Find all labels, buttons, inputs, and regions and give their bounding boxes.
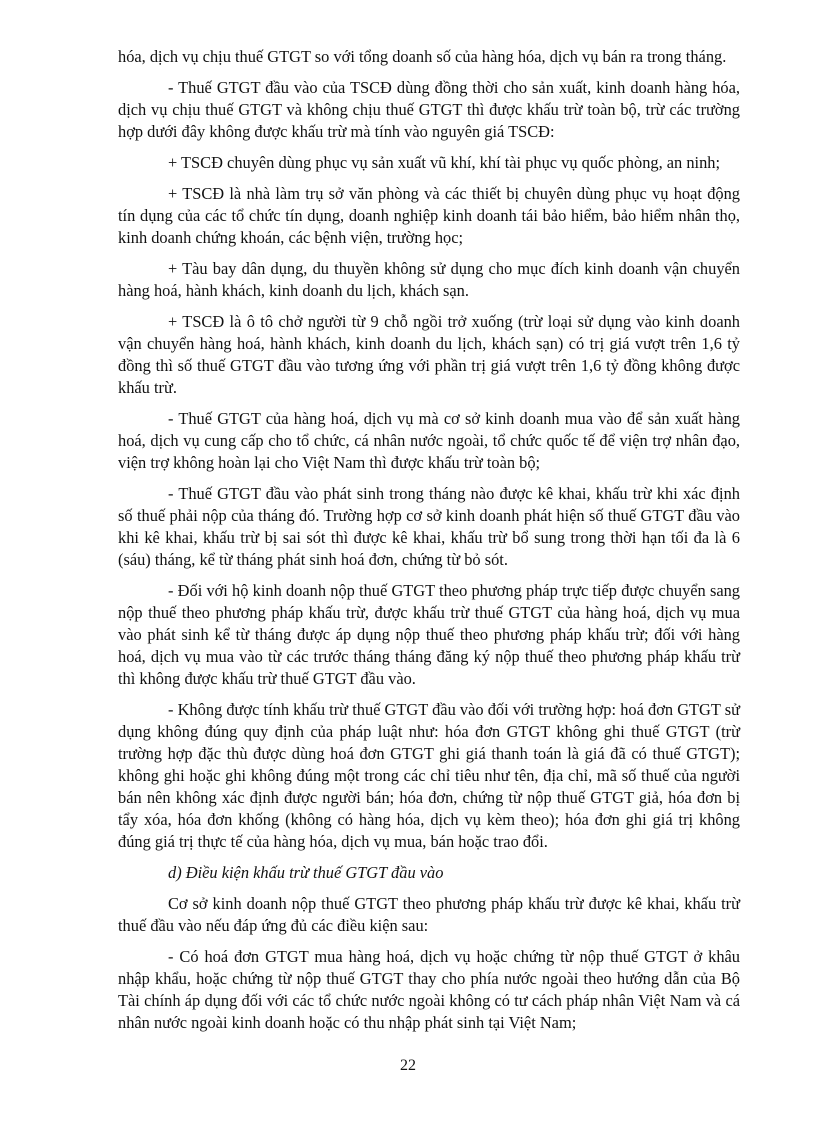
section-heading: d) Điều kiện khấu trừ thuế GTGT đầu vào — [168, 863, 444, 882]
page-number: 22 — [400, 1057, 416, 1074]
paragraph: Cơ sở kinh doanh nộp thuế GTGT theo phương pháp khấu trừ được kê khai, khấu trừ thuế đầu vào nếu đáp ứng đủ các điều kiện sau: — [118, 894, 740, 935]
paragraph: - Có hoá đơn GTGT mua hàng hoá, dịch vụ hoặc chứng từ nộp thuế GTGT ở khâu nhập khẩu, hoặc chứng từ nộp thuế GTGT thay cho phía nước ngoài theo hướng dẫn của Bộ Tài chính áp dụng đối với các tổ chức nước ngoài không có tư cách pháp nhân Việt Nam và cá nhân nước ngoài kinh doanh hoặc có thu nhập phát sinh tại Việt Nam; — [118, 947, 740, 1032]
paragraph: - Thuế GTGT đầu vào của TSCĐ dùng đồng thời cho sản xuất, kinh doanh hàng hóa, dịch vụ chịu thuế GTGT và không chịu thuế GTGT thì được khấu trừ toàn bộ, trừ các trường hợp dưới đây không được khấu trừ mà tính vào nguyên giá TSCĐ: — [118, 78, 740, 141]
paragraph: - Không được tính khấu trừ thuế GTGT đầu vào đối với trường hợp: hoá đơn GTGT sử dụng không đúng quy định của pháp luật như: hóa đơn GTGT không ghi thuế GTGT (trừ trường hợp đặc thù được dùng hoá đơn GTGT ghi giá thanh toán là giá đã có thuế GTGT); không ghi hoặc ghi không đúng một trong các chỉ tiêu như tên, địa chỉ, mã số thuế của người bán nên không xác định được người bán; hóa đơn, chứng từ nộp thuế GTGT giả, hóa đơn bị tẩy xóa, hóa đơn khống (không có hàng hóa, dịch vụ kèm theo); hóa đơn ghi giá trị không đúng giá trị thực tế của hàng hóa, dịch vụ mua, bán hoặc trao đổi. — [118, 700, 740, 851]
paragraph: - Đối với hộ kinh doanh nộp thuế GTGT theo phương pháp trực tiếp được chuyển sang nộp thuế theo phương pháp khấu trừ, được khấu trừ thuế GTGT của hàng hoá, dịch vụ mua vào phát sinh kể từ tháng được áp dụng nộp thuế theo phương pháp khấu trừ; đối với hàng hoá, dịch vụ mua vào từ các trước tháng tháng đăng ký nộp thuế theo phương pháp khấu trừ thì không được khấu trừ thuế GTGT đầu vào. — [118, 581, 740, 688]
list-item: + TSCĐ là ô tô chở người từ 9 chỗ ngồi trở xuống (trừ loại sử dụng vào kinh doanh vận chuyển hàng hoá, hành khách, kinh doanh du lịch, khách sạn) có trị giá vượt trên 1,6 tỷ đồng thì số thuế GTGT đầu vào tương ứng với phần trị giá vượt trên 1,6 tỷ đồng không được khấu trừ. — [118, 312, 740, 397]
list-item: + TSCĐ chuyên dùng phục vụ sản xuất vũ khí, khí tài phục vụ quốc phòng, an ninh; — [168, 153, 721, 172]
paragraph: - Thuế GTGT của hàng hoá, dịch vụ mà cơ sở kinh doanh mua vào để sản xuất hàng hoá, dịch vụ cung cấp cho tổ chức, cá nhân nước ngoài, tổ chức quốc tế để viện trợ nhân đạo, viện trợ không hoàn lại cho Việt Nam thì được khấu trừ toàn bộ; — [118, 409, 740, 472]
paragraph-continuation: hóa, dịch vụ chịu thuế GTGT so với tổng doanh số của hàng hóa, dịch vụ bán ra trong tháng. — [118, 47, 727, 66]
list-item: + TSCĐ là nhà làm trụ sở văn phòng và các thiết bị chuyên dùng phục vụ hoạt động tín dụng của các tổ chức tín dụng, doanh nghiệp kinh doanh tái bảo hiểm, bảo hiểm nhân thọ, kinh doanh chứng khoán, các bệnh viện, trường học; — [118, 184, 740, 247]
paragraph: - Thuế GTGT đầu vào phát sinh trong tháng nào được kê khai, khấu trừ khi xác định số thuế phải nộp của tháng đó. Trường hợp cơ sở kinh doanh phát hiện số thuế GTGT đầu vào khi kê khai, khấu trừ bị sai sót thì được kê khai, khấu trừ bổ sung trong thời hạn tối đa là 6 (sáu) tháng, kể từ tháng phát sinh hoá đơn, chứng từ bỏ sót. — [118, 484, 740, 569]
body-text — [118, 46, 740, 1043]
list-item: + Tàu bay dân dụng, du thuyền không sử dụng cho mục đích kinh doanh vận chuyển hàng hoá, hành khách, kinh doanh du lịch, khách sạn. — [118, 259, 740, 300]
